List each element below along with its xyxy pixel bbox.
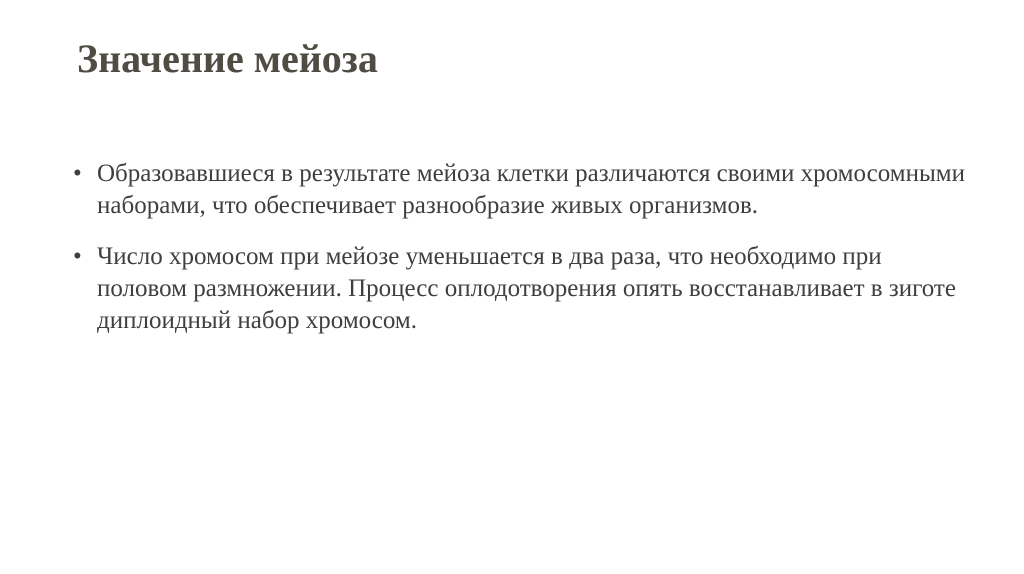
bullet-item: [73, 158, 973, 222]
bullet-marker: •: [73, 243, 82, 270]
bullet-item: [73, 241, 973, 337]
bullet-list: [73, 158, 973, 356]
bullet-text: Образовавшиеся в результате мейоза клетки различаются своими хромосомными наборами, что обеспечивает разнообразие живых организмов.: [97, 160, 965, 219]
bullet-marker: •: [73, 160, 82, 187]
bullet-text: Число хромосом при мейозе уменьшается в два раза, что необходимо при половом размножении. Процесс оплодотворения опять восстанавливает в зиготе диплоидный набор хромосом.: [97, 243, 956, 334]
slide-title: Значение мейоза: [77, 36, 378, 81]
